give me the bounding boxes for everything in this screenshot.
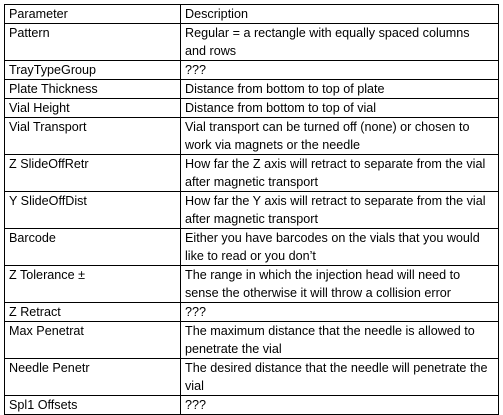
- parameter-description-cell: The maximum distance that the needle is allowed to penetrate the vial: [181, 322, 499, 359]
- parameter-name-cell: Barcode: [5, 229, 181, 266]
- table-row: [5, 80, 499, 99]
- table-row: [5, 24, 499, 61]
- parameter-name-cell: TrayTypeGroup: [5, 61, 181, 80]
- parameter-description-cell: Distance from bottom to top of plate: [181, 80, 499, 99]
- parameter-description-cell: ???: [181, 303, 499, 322]
- table-row: [5, 61, 499, 80]
- parameter-description-cell: Vial transport can be turned off (none) or chosen to work via magnets or the needle: [181, 118, 499, 155]
- parameter-description-cell: Regular = a rectangle with equally spaced columns and rows: [181, 24, 499, 61]
- parameter-name-cell: Spl1 Offsets: [5, 396, 181, 415]
- parameter-name-cell: Max Penetrat: [5, 322, 181, 359]
- table-row: [5, 118, 499, 155]
- parameter-name-cell: Needle Penetr: [5, 359, 181, 396]
- parameter-description-cell: ???: [181, 61, 499, 80]
- column-header-parameter: Parameter: [5, 5, 181, 24]
- table-row: [5, 359, 499, 396]
- parameter-name-cell: Vial Height: [5, 99, 181, 118]
- parameter-name-cell: Y SlideOffDist: [5, 192, 181, 229]
- table-row: [5, 303, 499, 322]
- table-row: [5, 322, 499, 359]
- table-row: [5, 229, 499, 266]
- table-row: [5, 99, 499, 118]
- parameter-name-cell: Pattern: [5, 24, 181, 61]
- parameter-name-cell: Vial Transport: [5, 118, 181, 155]
- table-row: [5, 192, 499, 229]
- table-row: [5, 266, 499, 303]
- parameter-description-cell: Distance from bottom to top of vial: [181, 99, 499, 118]
- parameter-table: [4, 4, 499, 415]
- parameter-name-cell: Plate Thickness: [5, 80, 181, 99]
- parameter-name-cell: Z Tolerance ±: [5, 266, 181, 303]
- table-row: [5, 155, 499, 192]
- parameter-name-cell: Z SlideOffRetr: [5, 155, 181, 192]
- column-header-description: Description: [181, 5, 499, 24]
- parameter-name-cell: Z Retract: [5, 303, 181, 322]
- table-header-row: [5, 5, 499, 24]
- parameter-description-cell: How far the Y axis will retract to separate from the vial after magnetic transport: [181, 192, 499, 229]
- parameter-description-cell: How far the Z axis will retract to separate from the vial after magnetic transport: [181, 155, 499, 192]
- parameter-description-cell: Either you have barcodes on the vials that you would like to read or you don’t: [181, 229, 499, 266]
- table-row: [5, 396, 499, 415]
- parameter-description-cell: The range in which the injection head will need to sense the otherwise it will throw a collision error: [181, 266, 499, 303]
- parameter-description-cell: The desired distance that the needle will penetrate the vial: [181, 359, 499, 396]
- parameter-description-cell: ???: [181, 396, 499, 415]
